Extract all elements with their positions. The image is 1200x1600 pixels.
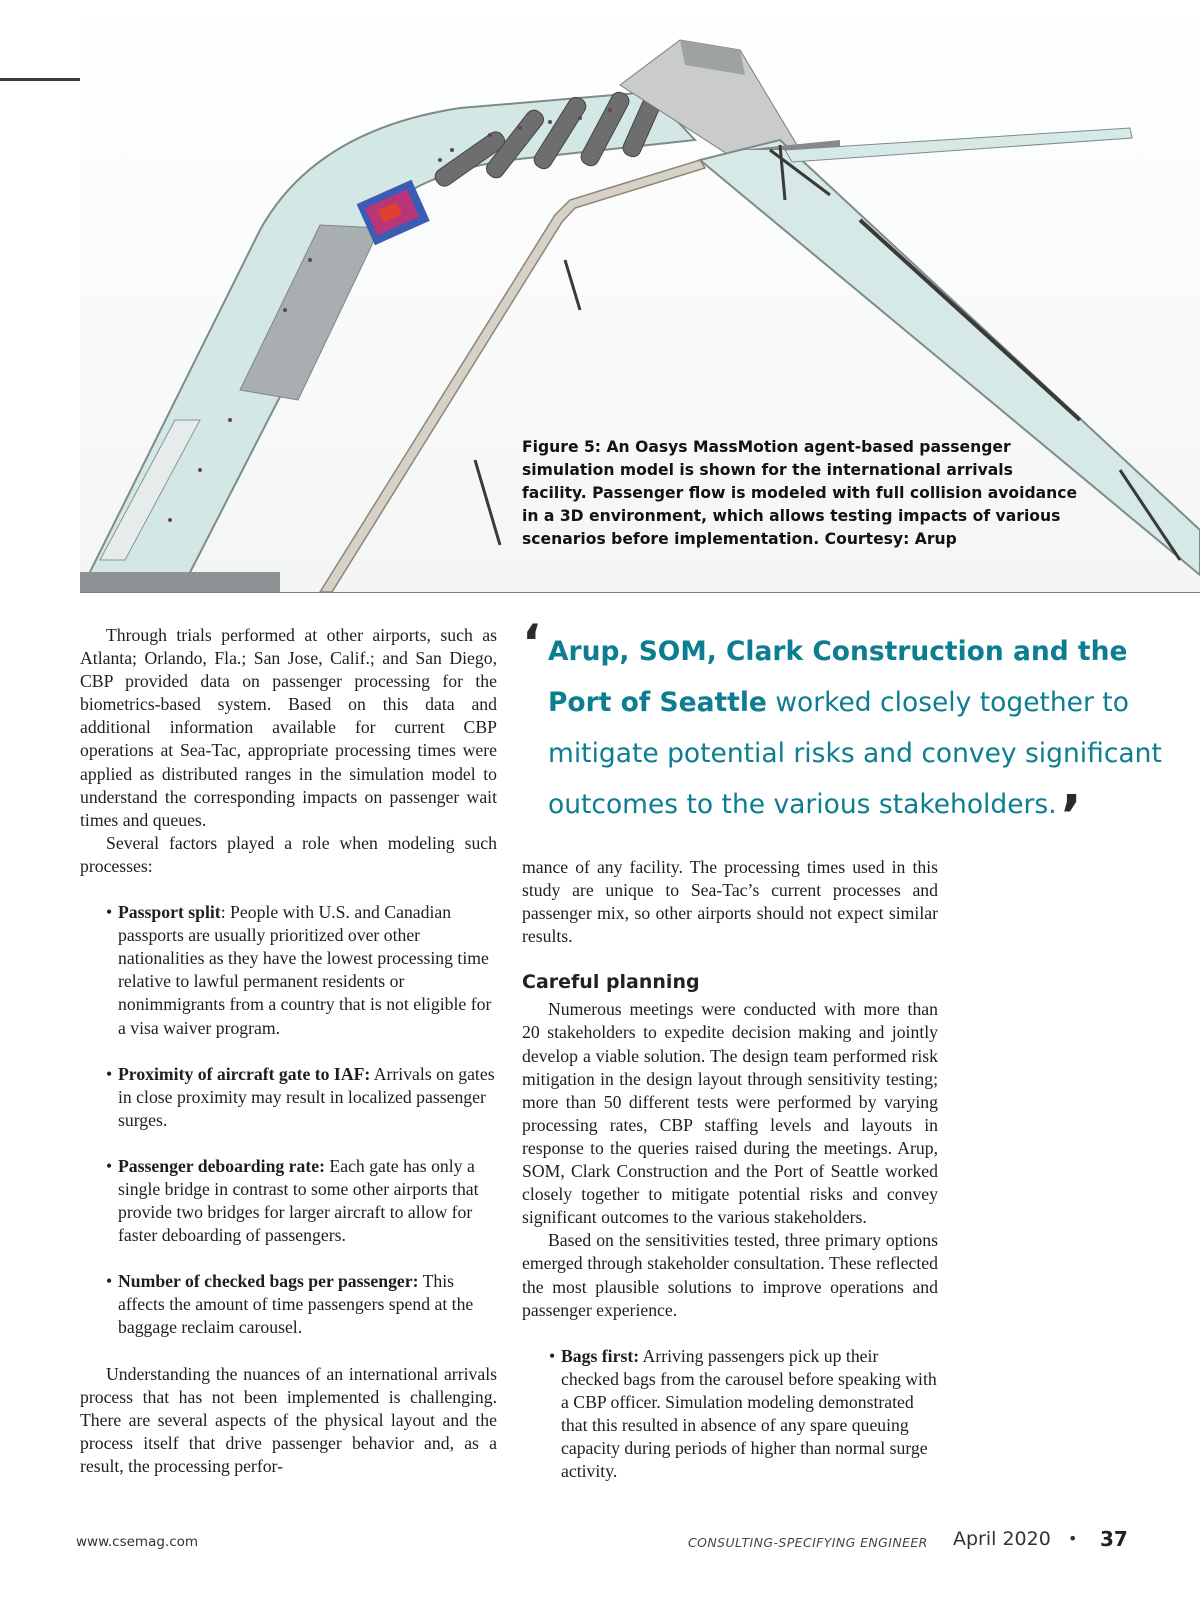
list-item-term: Number of checked bags per passenger: <box>118 1271 419 1292</box>
list-item-text: Arriving passengers pick up their checked bags from the carousel before speaking with a CBP officer. Simulation modeling demonstrated that this resulted in absence of any spare queuing capacity during periods of higher than normal surge activity. <box>561 1345 937 1482</box>
list-item <box>549 1345 938 1484</box>
list-item-term: Passport split <box>118 902 221 923</box>
list-item <box>106 1063 497 1132</box>
page-number: 37 <box>1100 1527 1128 1551</box>
article-column-right <box>522 856 938 1506</box>
factors-list <box>80 901 497 1340</box>
list-item-text: : People with U.S. and Canadian passports are usually prioritized over other nationalities as they have the lowest processing time relative to lawful permanent residents or nonimmigrants from a country that is not eligible for a visa waiver program. <box>118 902 492 1038</box>
pull-quote-rest: worked closely together to mitigate potential risks and convey significant outcomes to the various stakeholders. <box>548 687 1162 820</box>
paragraph: Several factors played a role when modeling such processes: <box>80 832 497 876</box>
paragraph: Understanding the nuances of an international arrivals process that has not been implemented is challenging. There are several aspects of the physical layout and the process itself that drive passenger behavior and, as a result, the processing perfor- <box>80 1363 497 1476</box>
footer-website: www.csemag.com <box>76 1534 199 1550</box>
close-quote-icon: ’ <box>1060 784 1082 849</box>
open-quote-icon: ‘ <box>522 614 541 672</box>
list-item <box>106 901 497 1040</box>
list-item <box>106 1155 497 1247</box>
paragraph: Numerous meetings were conducted with more than 20 stakeholders to expedite decision making and jointly develop a viable solution. The design team performed risk mitigation in the design layout through sensitivity testing; more than 50 different tests were performed by varying processing rates, CBP staffing levels and layouts in response to the queries raised during the meetings. Arup, SOM, Clark Construction and the Port of Seattle worked closely together to mitigate potential risks and convey significant outcomes to the various stakeholders. <box>522 999 938 1228</box>
list-item-term: Passenger deboarding rate: <box>118 1155 325 1176</box>
pull-quote-bold: Arup, SOM, Clark Construction and the Port of Seattle <box>548 636 1128 718</box>
figure-caption: Figure 5: An Oasys MassMotion agent-based passenger simulation model is shown for the international arrivals facility. Passenger flow is modeled with full collision avoidance in a 3D environment, which allows testing impacts of various scenarios before implementation. Courtesy: Arup <box>522 438 1078 548</box>
footer-separator: • <box>1068 1529 1078 1548</box>
pull-quote-text <box>548 626 1162 849</box>
paragraph: Based on the sensitivities tested, three primary options emerged through stakeholder consultation. These reflected the most plausible solutions to improve operations and passenger experience. <box>522 1230 938 1320</box>
footer-issue-date: April 2020 <box>953 1528 1051 1550</box>
list-item-term: Proximity of aircraft gate to IAF: <box>118 1063 371 1084</box>
list-item-text: Each gate has only a single bridge in contrast to some other airports that provide two bridges for larger aircraft to allow for faster deboarding of passengers. <box>118 1155 479 1246</box>
paragraph: Through trials performed at other airports, such as Atlanta; Orlando, Fla.; San Jose, Calif.; and San Diego, CBP provided data on passenger processing for the biometrics-based system. Based on this data and additional information available for current CBP operations at Sea-Tac, appropriate processing times were applied as distributed ranges in the simulation model to understand the corresponding impacts on passenger wait times and queues. <box>80 625 497 830</box>
options-list <box>522 1345 938 1484</box>
footer-magazine-name: CONSULTING-SPECIFYING ENGINEER <box>688 1535 928 1550</box>
list-item-text: This affects the amount of time passengers spend at the baggage reclaim carousel. <box>118 1271 474 1338</box>
paragraph: mance of any facility. The processing times used in this study are unique to Sea-Tac’s current processes and passenger mix, so other airports should not expect similar results. <box>522 857 938 947</box>
section-heading: Careful planning <box>522 971 700 994</box>
pull-quote <box>522 614 1162 849</box>
list-item-term: Bags first: <box>561 1345 640 1366</box>
list-item-text: Arrivals on gates in close proximity may result in localized passenger surges. <box>118 1063 495 1130</box>
article-column-left <box>80 624 497 1478</box>
figure-bottom-rule <box>80 592 1200 593</box>
list-item <box>106 1270 497 1339</box>
